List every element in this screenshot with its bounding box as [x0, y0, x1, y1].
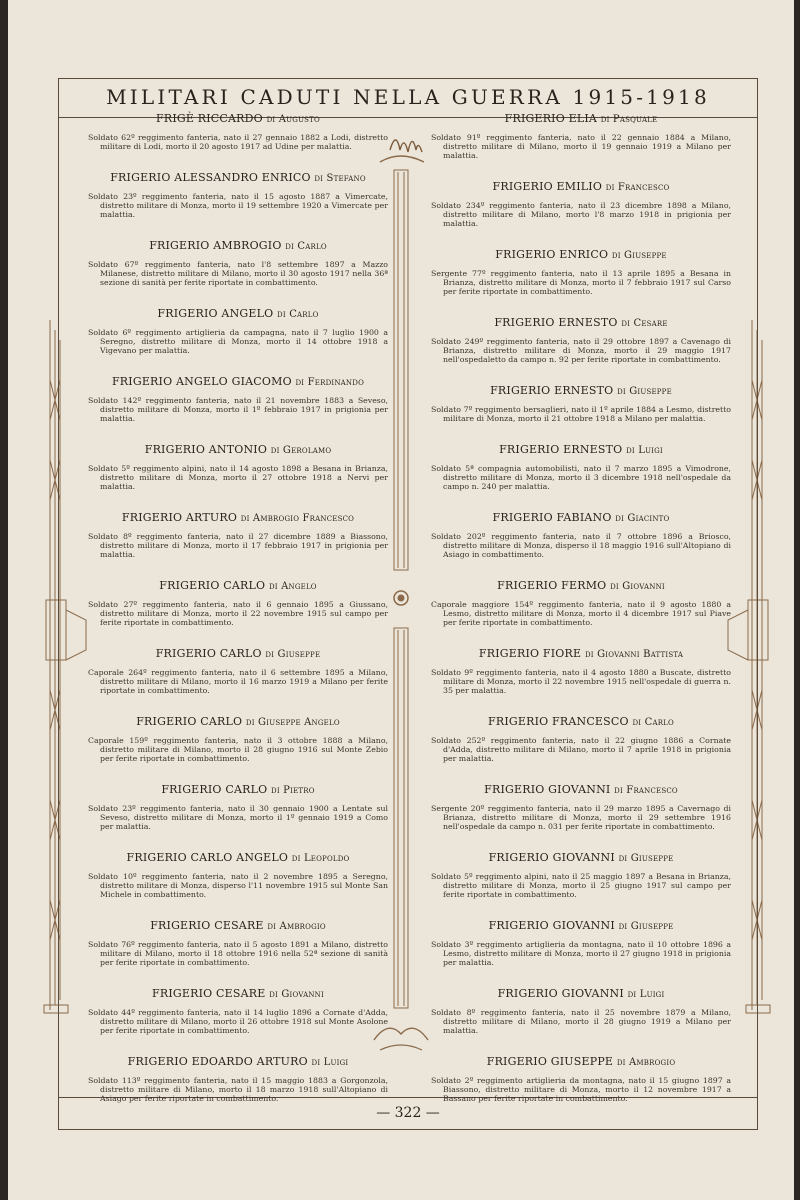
soldier-name: FRIGERIO CARLO	[161, 783, 268, 796]
father-name: di Pasquale	[600, 114, 658, 125]
father-name: di Carlo	[632, 717, 674, 728]
casualty-name	[88, 112, 388, 125]
father-name: di Angelo	[268, 581, 317, 592]
casualty-description: Soldato 5º reggimento alpini, nato il 14 agosto 1898 a Besana in Brianza, distretto militare di Monza, morto il 27 ottobre 1918 a Nervi per malattia.	[88, 464, 388, 491]
casualty-entry	[88, 851, 388, 899]
casualty-name	[431, 647, 731, 660]
soldier-name: FRIGERIO EDOARDO ARTURO	[127, 1055, 308, 1068]
soldier-name: FRIGERIO FRANCESCO	[488, 715, 629, 728]
soldier-name: FRIGERIO CESARE	[150, 919, 264, 932]
casualty-entry	[88, 375, 388, 423]
casualty-description: Soldato 91º reggimento fanteria, nato il 22 gennaio 1884 a Milano, distretto militare di Milano, morto il 19 gennaio 1919 a Milano per malattia.	[431, 133, 731, 160]
casualty-description: Caporale maggiore 154º reggimento fanteria, nato il 9 agosto 1880 a Lesmo, distretto militare di Monza, morto il 4 dicembre 1917 sul Piave per ferite riportate in combattimento.	[431, 600, 731, 627]
page-title: MILITARI CADUTI NELLA GUERRA 1915-1918	[106, 85, 710, 109]
soldier-name: FRIGERIO CARLO	[155, 647, 262, 660]
casualty-entry	[431, 987, 731, 1035]
soldier-name: FRIGERIO GIOVANNI	[488, 919, 615, 932]
father-name: di Ambrogio	[616, 1057, 676, 1068]
soldier-name: FRIGERIO CARLO ANGELO	[126, 851, 289, 864]
father-name: di Cesare	[621, 318, 668, 329]
casualty-name	[431, 180, 731, 193]
casualty-description: Caporale 264º reggimento fanteria, nato il 6 settembre 1895 a Milano, distretto militare di Milano, morto il 16 marzo 1919 a Milano per ferite riportate in combattimento.	[88, 668, 388, 695]
casualty-description: Soldato 142º reggimento fanteria, nato il 21 novembre 1883 a Seveso, distretto militare di Monza, morto il 1º febbraio 1917 in prigionia per malattia.	[88, 396, 388, 423]
casualty-entry	[431, 715, 731, 763]
father-name: di Ferdinando	[295, 377, 365, 388]
father-name: di Luigi	[626, 445, 663, 456]
father-name: di Gerolamo	[270, 445, 332, 456]
casualty-description: Soldato 10º reggimento fanteria, nato il 2 novembre 1895 a Seregno, distretto militare di Monza, disperso l'11 novembre 1915 sul Monte San Michele in combattimento.	[88, 872, 388, 899]
casualty-description: Soldato 62º reggimento fanteria, nato il 27 gennaio 1882 a Lodi, distretto militare di Lodi, morto il 20 agosto 1917 ad Udine per malattia.	[88, 133, 388, 151]
casualty-description: Caporale 159º reggimento fanteria, nato il 3 ottobre 1888 a Milano, distretto militare di Milano, morto il 28 giugno 1916 sul Monte Zebio per ferite riportate in combattimento.	[88, 736, 388, 763]
casualty-entry	[88, 715, 388, 763]
casualty-entry	[88, 647, 388, 695]
casualty-name	[88, 851, 388, 864]
soldier-name: FRIGERIO CARLO	[136, 715, 243, 728]
father-name: di Carlo	[277, 309, 319, 320]
casualty-description: Soldato 8º reggimento fanteria, nato il 25 novembre 1879 a Milano, distretto militare di Milano, morto il 28 giugno 1919 a Milano per malattia.	[431, 1008, 731, 1035]
casualty-description: Soldato 2º reggimento artiglieria da montagna, nato il 15 giugno 1897 a Biassono, distretto militare di Monza, morto il 12 novembre 1917 a Bassano per ferite riportate in combattimento.	[431, 1076, 731, 1103]
casualty-name	[431, 384, 731, 397]
casualty-entry	[88, 307, 388, 355]
casualty-entry	[431, 579, 731, 627]
casualty-description: Soldato 8º reggimento fanteria, nato il 27 dicembre 1889 a Biassono, distretto militare di Monza, morto il 17 febbraio 1917 in prigionia per malattia.	[88, 532, 388, 559]
soldier-name: FRIGERIO FABIANO	[492, 511, 612, 524]
casualty-entry	[88, 987, 388, 1035]
soldier-name: FRIGERIO ANTONIO	[144, 443, 268, 456]
soldier-name: FRIGERIO ARTURO	[121, 511, 238, 524]
soldier-name: FRIGERIO FERMO	[497, 579, 607, 592]
casualty-name	[88, 307, 388, 320]
soldier-name: FRIGERIO ALESSANDRO ENRICO	[110, 171, 311, 184]
casualty-name	[88, 715, 388, 728]
casualty-name	[88, 647, 388, 660]
father-name: di Giuseppe	[618, 921, 674, 932]
soldier-name: FRIGERIO ENRICO	[495, 248, 609, 261]
casualty-entry	[431, 180, 731, 228]
page-number: — 322 —	[376, 1105, 440, 1121]
father-name: di Giacinto	[615, 513, 670, 524]
father-name: di Giovanni	[269, 989, 324, 1000]
casualty-description: Soldato 44º reggimento fanteria, nato il 14 luglio 1896 a Cornate d'Adda, distretto militare di Milano, morto il 26 ottobre 1918 sul Monte Asolone per ferite riportate in combattimento.	[88, 1008, 388, 1035]
casualty-entry	[88, 239, 388, 287]
soldier-name: FRIGERIO ERNESTO	[490, 384, 614, 397]
casualty-description: Soldato 113º reggimento fanteria, nato il 15 maggio 1883 a Gorgonzola, distretto militare di Milano, morto il 18 marzo 1918 sull'Altopiano di Asiago per ferite riportate in combattimento.	[88, 1076, 388, 1103]
casualty-name	[431, 987, 731, 1000]
father-name: di Pietro	[271, 785, 315, 796]
casualty-name	[431, 579, 731, 592]
casualty-entry	[431, 919, 731, 967]
casualty-name	[88, 987, 388, 1000]
father-name: di Giuseppe	[617, 386, 672, 397]
casualty-name	[431, 715, 731, 728]
casualty-entry	[431, 248, 731, 296]
casualty-entry	[431, 1055, 731, 1103]
father-name: di Giuseppe	[618, 853, 674, 864]
father-name: di Augusto	[266, 114, 320, 125]
casualty-entry	[431, 112, 731, 160]
soldier-name: FRIGÈ RICCARDO	[156, 112, 263, 125]
casualty-description: Soldato 9º reggimento fanteria, nato il 4 agosto 1880 a Buscate, distretto militare di Monza, morto il 22 novembre 1915 nell'ospedale di guerra n. 35 per malattia.	[431, 668, 731, 695]
father-name: di Luigi	[311, 1057, 349, 1068]
soldier-name: FRIGERIO EMILIO	[492, 180, 603, 193]
casualty-description: Soldato 249º reggimento fanteria, nato il 29 ottobre 1897 a Cavenago di Brianza, distretto militare di Monza, morto il 29 maggio 1917 nell'ospedaletto da campo n. 92 per ferite riportate in combattimento.	[431, 337, 731, 364]
casualty-entry	[88, 919, 388, 967]
father-name: di Ambrogio	[267, 921, 326, 932]
casualty-name	[88, 783, 388, 796]
father-name: di Luigi	[627, 989, 665, 1000]
casualty-entry	[431, 851, 731, 899]
casualty-name	[88, 171, 388, 184]
casualty-name	[88, 375, 388, 388]
casualty-name	[431, 443, 731, 456]
casualty-entry	[88, 511, 388, 559]
soldier-name: FRIGERIO ELIA	[504, 112, 598, 125]
soldier-name: FRIGERIO GIOVANNI	[484, 783, 611, 796]
casualty-name	[88, 919, 388, 932]
father-name: di Ambrogio Francesco	[240, 513, 355, 524]
casualty-entry	[88, 783, 388, 831]
casualty-entry	[88, 171, 388, 219]
casualty-entry	[88, 112, 388, 151]
casualty-entry	[431, 783, 731, 831]
casualty-name	[431, 511, 731, 524]
casualty-description: Soldato 67º reggimento fanteria, nato l'8 settembre 1897 a Mazzo Milanese, distretto militare di Milano, morto il 30 agosto 1917 nella 36ª sezione di sanità per ferite riportate in combattimento.	[88, 260, 388, 287]
soldier-name: FRIGERIO GIUSEPPE	[486, 1055, 614, 1068]
soldier-name: FRIGERIO FIORE	[478, 647, 582, 660]
page	[8, 0, 794, 1200]
casualty-description: Sergente 77º reggimento fanteria, nato il 13 aprile 1895 a Besana in Brianza, distretto militare di Monza, morto il 7 febbraio 1917 sul Carso per ferite riportate in combattimento.	[431, 269, 731, 296]
casualty-name	[431, 316, 731, 329]
casualty-entry	[431, 316, 731, 364]
right-column	[431, 112, 731, 1123]
casualty-description: Soldato 252º reggimento fanteria, nato il 22 giugno 1886 a Cornate d'Adda, distretto militare di Milano, morto il 7 aprile 1918 in prigionia per malattia.	[431, 736, 731, 763]
father-name: di Giovanni Battista	[584, 649, 684, 660]
casualty-name	[431, 248, 731, 261]
father-name: di Giuseppe Angelo	[245, 717, 340, 728]
casualty-entry	[431, 647, 731, 695]
casualty-name	[431, 112, 731, 125]
casualty-description: Soldato 23º reggimento fanteria, nato il 15 agosto 1887 a Vimercate, distretto militare di Monza, morto il 19 settembre 1920 a Vimercate per malattia.	[88, 192, 388, 219]
casualty-entry	[431, 511, 731, 559]
casualty-description: Soldato 7º reggimento bersaglieri, nato il 1º aprile 1884 a Lesmo, distretto militare di Monza, morto il 21 ottobre 1918 a Milano per malattia.	[431, 405, 731, 423]
casualty-description: Soldato 202º reggimento fanteria, nato il 7 ottobre 1896 a Briosco, distretto militare di Monza, disperso il 18 maggio 1916 sull'Altopiano di Asiago in combattimento.	[431, 532, 731, 559]
soldier-name: FRIGERIO GIOVANNI	[497, 987, 624, 1000]
casualty-name	[431, 783, 731, 796]
casualty-entry	[88, 443, 388, 491]
soldier-name: FRIGERIO AMBROGIO	[149, 239, 282, 252]
father-name: di Giuseppe	[611, 250, 667, 261]
casualty-description: Soldato 5º reggimento alpini, nato il 25 maggio 1897 a Besana in Brianza, distretto militare di Monza, morto il 25 giugno 1917 sul campo per ferite riportate in combattimento.	[431, 872, 731, 899]
casualty-name	[431, 919, 731, 932]
casualty-entry	[88, 579, 388, 627]
father-name: di Giovanni	[610, 581, 665, 592]
soldier-name: FRIGERIO ANGELO GIACOMO	[111, 375, 292, 388]
casualty-description: Soldato 3º reggimento artiglieria da montagna, nato il 10 ottobre 1896 a Lesmo, distretto militare di Monza, morto il 27 giugno 1918 in prigionia per malattia.	[431, 940, 731, 967]
casualty-description: Soldato 27º reggimento fanteria, nato il 6 gennaio 1895 a Giussano, distretto militare di Monza, morto il 22 novembre 1915 sul campo per ferite riportate in combattimento.	[88, 600, 388, 627]
casualty-description: Soldato 23º reggimento fanteria, nato il 30 gennaio 1900 a Lentate sul Seveso, distretto militare di Monza, morto il 1º gennaio 1919 a Como per malattia.	[88, 804, 388, 831]
casualty-description: Soldato 6º reggimento artiglieria da campagna, nato il 7 luglio 1900 a Seregno, distretto militare di Monza, morto il 14 ottobre 1918 a Vigevano per malattia.	[88, 328, 388, 355]
father-name: di Giuseppe	[265, 649, 321, 660]
casualty-name	[88, 239, 388, 252]
father-name: di Stefano	[314, 173, 366, 184]
soldier-name: FRIGERIO ERNESTO	[494, 316, 618, 329]
casualty-name	[88, 443, 388, 456]
casualty-name	[431, 851, 731, 864]
casualty-entry	[431, 443, 731, 491]
soldier-name: FRIGERIO ERNESTO	[499, 443, 623, 456]
father-name: di Carlo	[285, 241, 327, 252]
casualty-name	[88, 579, 388, 592]
soldier-name: FRIGERIO CARLO	[159, 579, 266, 592]
casualty-description: Soldato 76º reggimento fanteria, nato il 5 agosto 1891 a Milano, distretto militare di Milano, morto il 18 ottobre 1916 nella 52ª sezione di sanità per ferite riportate in combattimento.	[88, 940, 388, 967]
casualty-name	[88, 511, 388, 524]
casualty-entry	[431, 384, 731, 423]
casualty-description: Soldato 234º reggimento fanteria, nato il 23 dicembre 1898 a Milano, distretto militare di Milano, morto l'8 marzo 1918 in prigionia per malattia.	[431, 201, 731, 228]
soldier-name: FRIGERIO GIOVANNI	[488, 851, 615, 864]
casualty-description: Sergente 20º reggimento fanteria, nato il 29 marzo 1895 a Cavernago di Brianza, distretto militare di Monza, morto il 29 settembre 1916 nell'ospedale da campo n. 031 per ferite riportate in combattimento.	[431, 804, 731, 831]
casualty-name	[431, 1055, 731, 1068]
casualty-name	[88, 1055, 388, 1068]
left-column	[88, 112, 388, 1123]
father-name: di Francesco	[605, 182, 670, 193]
soldier-name: FRIGERIO CESARE	[152, 987, 266, 1000]
father-name: di Francesco	[614, 785, 678, 796]
casualty-description: Soldato 5ª compagnia automobilisti, nato il 7 marzo 1895 a Vimodrone, distretto militare di Monza, morto il 3 dicembre 1918 nell'ospedale da campo n. 240 per malattia.	[431, 464, 731, 491]
casualty-entry	[88, 1055, 388, 1103]
father-name: di Leopoldo	[291, 853, 350, 864]
soldier-name: FRIGERIO ANGELO	[157, 307, 274, 320]
